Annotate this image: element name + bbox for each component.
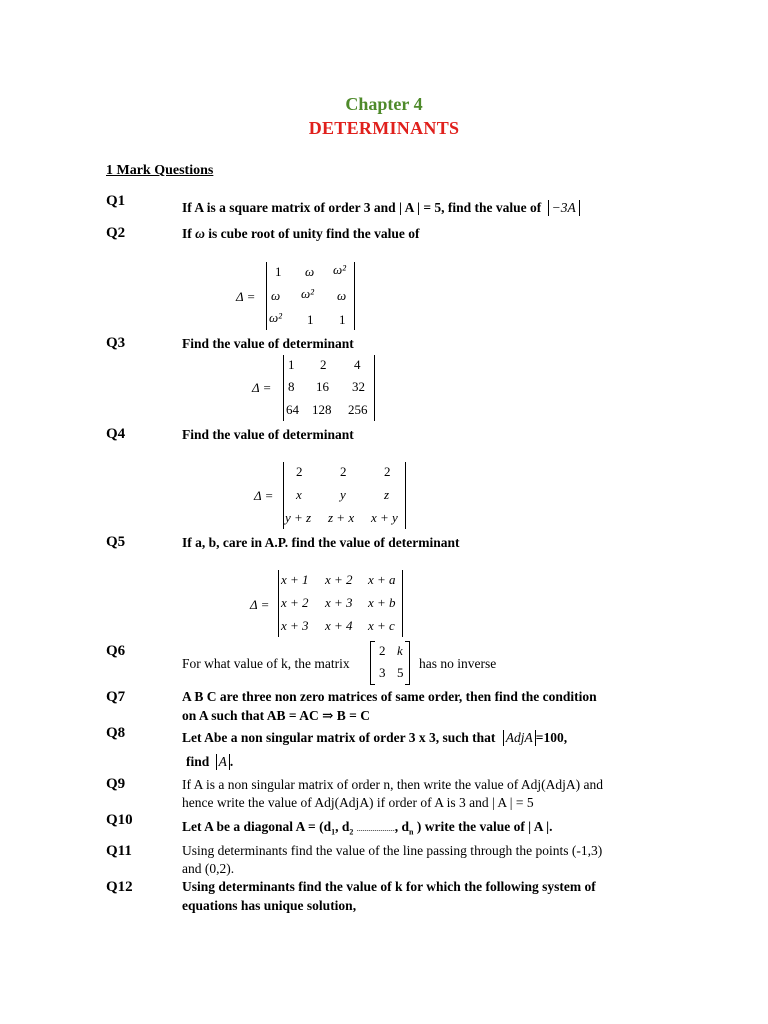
delta-label: Δ = <box>252 380 272 395</box>
matrix-cell: 128 <box>312 402 332 417</box>
matrix-cell: 2 <box>379 643 386 658</box>
question-text: equations has unique solution, <box>182 898 357 913</box>
question-text: A B C are three non zero matrices of same order, then find the condition <box>182 689 597 704</box>
question-text: has no inverse <box>419 656 497 671</box>
question-text: Using determinants find the value of the line passing through the points (-1,3) <box>182 843 603 858</box>
q10-text-b: , d <box>335 819 350 834</box>
left-bracket <box>370 641 375 685</box>
matrix-q6 <box>370 641 410 685</box>
question-text: If a, b, care in A.P. find the value of determinant <box>182 535 460 550</box>
matrix-cell: x + a <box>368 572 396 587</box>
matrix-cell: 4 <box>354 357 361 372</box>
q10-dots: ................... <box>356 824 395 833</box>
matrix-cell: 2 <box>320 357 327 372</box>
subscript: n <box>409 827 414 837</box>
question-number: Q3 <box>106 335 126 351</box>
matrix-cell: 1 <box>275 264 282 279</box>
matrix-cell: k <box>397 643 403 658</box>
question-text: Find the value of determinant <box>182 336 354 351</box>
matrix-cell: 1 <box>339 312 346 327</box>
matrix-cell: x + b <box>368 595 396 610</box>
period: . <box>229 754 234 769</box>
question-text: If A is a non singular matrix of order n, then write the value of Adj(AdjA) and <box>182 777 604 792</box>
q10-text-c: d <box>401 819 410 834</box>
matrix-cell: ω² <box>333 262 347 277</box>
matrix-cell: ω² <box>269 310 283 325</box>
matrix-cell: 64 <box>286 402 299 417</box>
question-number: Q8 <box>106 725 126 741</box>
matrix-cell: ω² <box>301 286 315 301</box>
q10-text-d: ) write the value of | A |. <box>413 819 553 834</box>
question-text: Let A be a diagonal $A = (d_1$, $d_2$ ..................., $d_n$ ) write the value of | A |. <box>182 819 553 837</box>
delta-label: Δ = <box>254 488 274 503</box>
matrix-cell: ω <box>305 264 315 279</box>
matrix-cell: 3 <box>379 665 386 680</box>
question-number: Q2 <box>106 225 126 241</box>
q8-text-a: Let Abe a non singular matrix of order 3 x 3, such that <box>182 730 496 745</box>
matrix-cell: x + 2 <box>281 595 309 610</box>
q1-abs-expr: −3A <box>548 200 580 216</box>
question-text: on A such that AB = AC ⇒ B = C <box>182 708 370 723</box>
question-text: Using determinants find the value of k for which the following system of <box>182 879 596 894</box>
question-text: Find the value of determinant <box>182 427 354 442</box>
matrix-cell: 256 <box>348 402 368 417</box>
matrix-cell: z + x <box>328 510 355 525</box>
matrix-cell: x + c <box>368 618 395 633</box>
q8-abs-expr2: A <box>216 754 230 770</box>
question-number: Q9 <box>106 776 126 792</box>
determinant-q4 <box>283 462 406 529</box>
question-number: Q11 <box>106 843 132 859</box>
matrix-cell: 2 <box>384 464 391 479</box>
question-text: hence write the value of Adj(AdjA) if order of A is 3 and | A | = 5 <box>182 795 534 810</box>
matrix-cell: x <box>296 487 302 502</box>
question-number: Q5 <box>106 534 126 550</box>
matrix-cell: 8 <box>288 379 295 394</box>
q2-text-a: If <box>182 226 192 241</box>
matrix-cell: x + 1 <box>281 572 309 587</box>
chapter-title: DETERMINANTS <box>308 118 460 138</box>
q8-abs-expr: AdjA <box>503 730 536 746</box>
question-text <box>186 754 233 770</box>
subscript: 2 <box>349 827 354 837</box>
matrix-cell: 16 <box>316 379 329 394</box>
question-text: For what value of k, the matrix <box>182 656 350 671</box>
matrix-cell: 1 <box>288 357 295 372</box>
matrix-cell: 2 <box>340 464 347 479</box>
question-number: Q10 <box>106 812 133 828</box>
matrix-cell: y + z <box>285 510 312 525</box>
question-number: Q12 <box>106 879 133 895</box>
matrix-cell: x + 4 <box>325 618 353 633</box>
determinant-q5 <box>278 570 403 637</box>
matrix-cell: ω <box>337 288 347 303</box>
q10-text-a: Let A be a diagonal A = (d <box>182 819 332 834</box>
question-text <box>182 226 420 242</box>
chapter-label: Chapter 4 <box>345 94 423 114</box>
q8-text-b: =100, <box>535 730 568 745</box>
matrix-cell: x + 3 <box>325 595 353 610</box>
right-bracket <box>405 641 410 685</box>
question-text: and (0,2). <box>182 861 235 876</box>
matrix-cell: 2 <box>296 464 303 479</box>
omega-symbol: ω <box>195 226 205 241</box>
determinant-q2 <box>266 262 355 330</box>
determinant-q3 <box>283 355 375 421</box>
q2-text-b: is cube root of unity find the value of <box>208 226 420 241</box>
matrix-cell: 5 <box>397 665 404 680</box>
matrix-cell: y <box>340 487 346 502</box>
question-number: Q1 <box>106 193 126 209</box>
matrix-cell: 1 <box>307 312 314 327</box>
matrix-cell: 32 <box>352 379 365 394</box>
matrix-cell: x + 2 <box>325 572 353 587</box>
matrix-cell: z <box>384 487 390 502</box>
delta-label: Δ = <box>250 597 270 612</box>
question-number: Q4 <box>106 426 126 442</box>
question-text <box>182 730 567 746</box>
question-number: Q7 <box>106 689 126 705</box>
delta-label: Δ = <box>236 289 256 304</box>
matrix-cell: x + 3 <box>281 618 309 633</box>
q1-text: If A is a square matrix of order 3 and | A | = 5, find the value of <box>182 200 542 215</box>
section-heading: 1 Mark Questions <box>106 163 214 178</box>
question-number: Q6 <box>106 643 126 659</box>
q8-line2: find <box>186 754 210 769</box>
matrix-cell: x + y <box>371 510 398 525</box>
subscript: 1 <box>331 827 336 837</box>
question-text <box>182 200 580 216</box>
matrix-cell: ω <box>271 288 281 303</box>
